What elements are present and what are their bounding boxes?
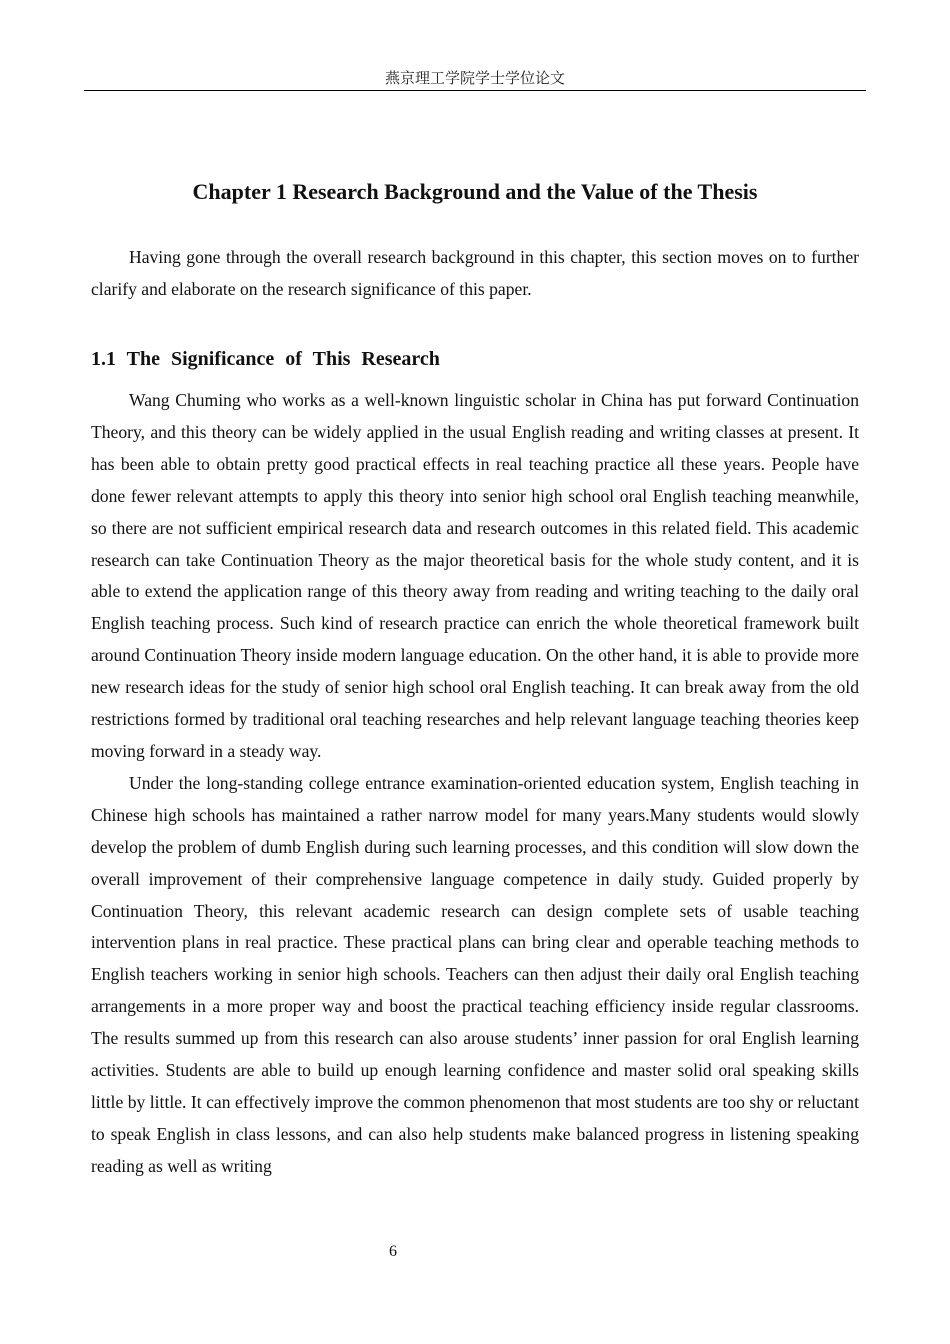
section-heading: 1.1 The Significance of This Research	[91, 348, 440, 370]
section-body	[91, 385, 859, 1183]
chapter-title: Chapter 1 Research Background and the Value of the Thesis	[192, 179, 758, 204]
running-header-title: 燕京理工学院学士学位论文	[384, 71, 565, 87]
chapter-intro	[91, 242, 859, 306]
body-paragraph: Under the long-standing college entrance examination-oriented education system, English teaching in Chinese high schools has maintained a rather narrow model for many years.Many students would slowly develop the problem of dumb English during such learning processes, and this condition will slow down the overall improvement of their comprehensive language competence in daily study. Guided properly by Continuation Theory, this relevant academic research can design complete sets of usable teaching intervention plans in real practice. These practical plans can bring clear and operable teaching methods to English teachers working in senior high schools. Teachers can then adjust their daily oral English teaching arrangements in a more proper way and boost the practical teaching efficiency inside regular classrooms. The results summed up from this research can also arouse students’ inner passion for oral English learning activities. Students are able to build up enough learning confidence and master solid oral speaking skills little by little. It can effectively improve the common phenomenon that most students are too shy or reluctant to speak English in class lessons, and can also help students make balanced progress in listening speaking reading as well as writing	[91, 772, 859, 1176]
running-header	[84, 68, 866, 91]
page-number: 6	[389, 1243, 397, 1260]
body-paragraph: Wang Chuming who works as a well-known linguistic scholar in China has put forward Continuation Theory, and this theory can be widely applied in the usual English reading and writing classes at present. It has been able to obtain pretty good practical effects in real teaching practice all these years. People have done fewer relevant attempts to apply this theory into senior high school oral English teaching meanwhile, so there are not sufficient empirical research data and research outcomes in this related field. This academic research can take Continuation Theory as the major theoretical basis for the whole study content, and it is able to extend the application range of this theory away from reading and writing teaching to the daily oral English teaching process. Such kind of research practice can enrich the whole theoretical framework built around Continuation Theory inside modern language education. On the other hand, it is able to provide more new research ideas for the study of senior high school oral English teaching. It can break away from the old restrictions formed by traditional oral teaching researches and help relevant language teaching theories keep moving forward in a steady way.	[91, 390, 859, 761]
intro-paragraph: Having gone through the overall research background in this chapter, this section moves on to further clarify and elaborate on the research significance of this paper.	[91, 247, 859, 299]
